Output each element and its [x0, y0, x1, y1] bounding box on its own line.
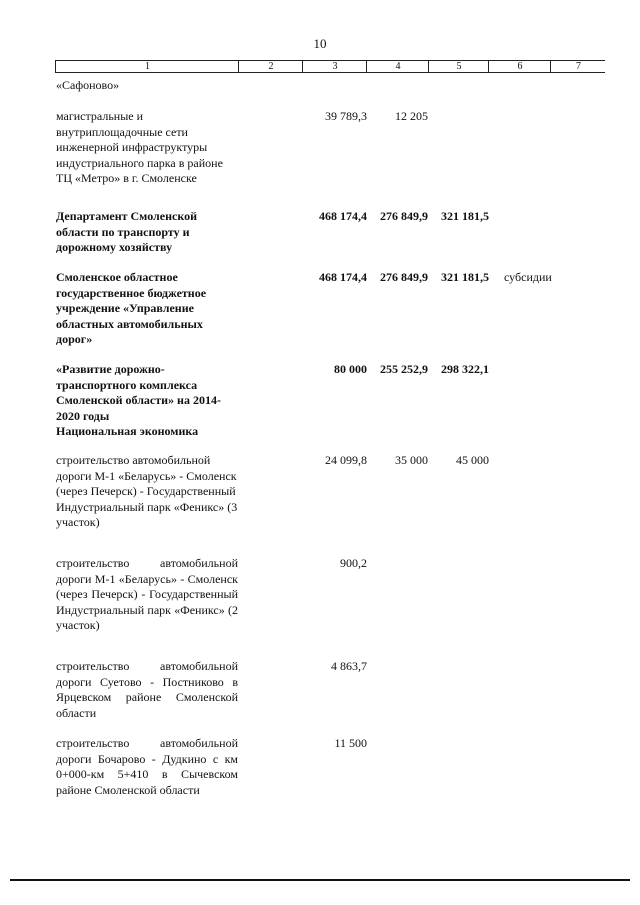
column-header-4: 4	[366, 60, 429, 73]
cell-col4: 276 849,9	[380, 270, 428, 284]
cell-col4: 255 252,9	[380, 362, 428, 376]
row-name: строительство автомобильной дороги М-1 «Беларусь» - Смоленск (через Печерск) - Государственный Индустриальный парк «Феникс» (2 участок)	[56, 556, 238, 632]
row-name: строительство автомобильной дороги Бочарово - Дудкино с км 0+000-км 5+410 в Сычевском районе Смоленской области	[56, 736, 238, 797]
cell-col5: 45 000	[456, 453, 489, 467]
cell-col6: субсидии	[504, 270, 552, 284]
cell-col4: 276 849,9	[380, 209, 428, 223]
column-header-1: 1	[55, 60, 239, 73]
column-header-5: 5	[428, 60, 489, 73]
cell-col3: 468 174,4	[319, 209, 367, 223]
column-header-row	[55, 60, 605, 73]
cell-col3: 468 174,4	[319, 270, 367, 284]
cell-col5: 321 181,5	[441, 270, 489, 284]
column-header-7: 7	[550, 60, 606, 73]
cell-col3: 80 000	[334, 362, 367, 376]
cell-col3: 11 500	[334, 736, 367, 750]
row-name: строительство автомобильной дороги М-1 «Беларусь» - Смоленск (через Печерск) - Государственный Индустриальный парк «Феникс» (3 участок)	[56, 453, 238, 529]
row-name: Департамент Смоленской области по транспорту и дорожному хозяйству	[56, 209, 197, 254]
column-header-2: 2	[238, 60, 303, 73]
row-name: Смоленское областное государственное бюджетное учреждение «Управление областных автомобильных дорог»	[56, 270, 207, 346]
row-name: «Развитие дорожно-транспортного комплекса Смоленской области» на 2014-2020 годы	[56, 362, 221, 423]
cell-col5: 321 181,5	[441, 209, 489, 223]
row-name: «Сафоново»	[56, 78, 120, 92]
cell-col5: 298 322,1	[441, 362, 489, 376]
row-name: строительство автомобильной дороги Суетово - Постниково в Ярцевском районе Смоленской области	[56, 659, 238, 720]
page-number: 10	[313, 36, 327, 51]
cell-col4: 35 000	[395, 453, 428, 467]
row-subtitle: Национальная экономика	[56, 424, 199, 438]
cell-col3: 24 099,8	[325, 453, 367, 467]
bottom-rule	[10, 879, 630, 881]
cell-col4: 12 205	[395, 109, 428, 123]
cell-col3: 39 789,3	[325, 109, 367, 123]
row-name: магистральные и внутриплощадочные сети инженерной инфраструктуры индустриального парка в районе ТЦ «Метро» в г. Смоленске	[56, 109, 223, 185]
cell-col3: 900,2	[340, 556, 367, 570]
cell-col3: 4 863,7	[331, 659, 367, 673]
column-header-3: 3	[302, 60, 367, 73]
column-header-6: 6	[488, 60, 551, 73]
